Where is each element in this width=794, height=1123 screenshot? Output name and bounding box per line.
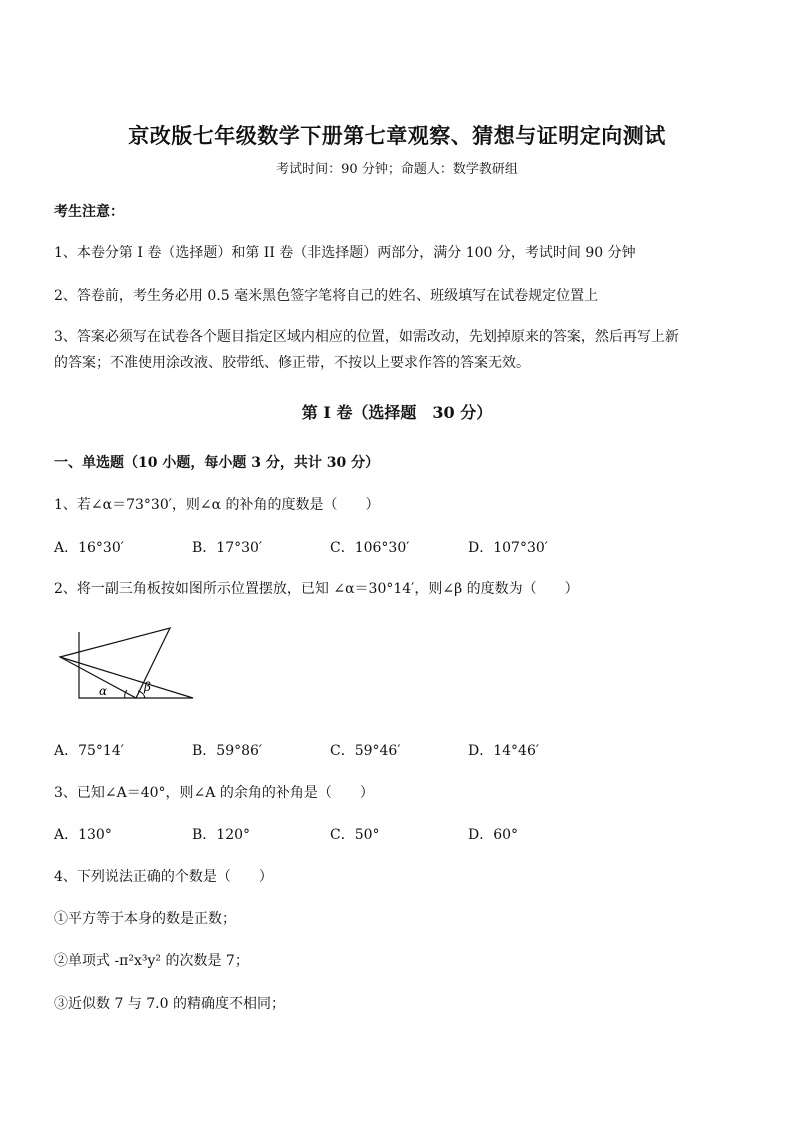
- question-3-stem: 3、已知∠A＝40°，则∠A 的余角的补角是（ ）: [54, 785, 374, 801]
- notice-item-2: 2、答卷前，考生务必用 0.5 毫米黑色签字笔将自己的姓名、班级填写在试卷规定位置上: [54, 288, 599, 304]
- question-4-statement-1: ①平方等于本身的数是正数；: [54, 911, 236, 927]
- question-2-option-b: B．59°86′: [192, 743, 263, 759]
- exam-subtitle: 考试时间：90 分钟；命题人：数学教研组: [276, 162, 518, 177]
- question-2-option-c: C．59°46′: [330, 743, 401, 759]
- notice-heading: 考生注意：: [54, 204, 124, 220]
- question-4-statement-2: ②单项式 -π²x³y² 的次数是 7；: [54, 953, 249, 969]
- right-triangle: [60, 632, 193, 698]
- question-1-stem: 1、若∠α＝73°30′，则∠α 的补角的度数是（ ）: [54, 497, 380, 513]
- question-3-option-d: D．60°: [468, 827, 519, 843]
- triangle-set-figure: [56, 624, 206, 704]
- notice-item-3: 3、答案必须写在试卷各个题目指定区域内相应的位置，如需改动，先划掉原来的答案，然后再写上新: [54, 329, 679, 345]
- question-3-option-c: C．50°: [330, 827, 380, 843]
- question-4-statement-3: ③近似数 7 与 7.0 的精确度不相同；: [54, 996, 285, 1012]
- alpha-label: α: [99, 684, 108, 698]
- slanted-triangle: [60, 628, 170, 698]
- notice-item-3-cont: 的答案；不准使用涂改液、胶带纸、修正带，不按以上要求作答的答案无效。: [54, 355, 530, 371]
- notice-item-1: 1、本卷分第 I 卷（选择题）和第 II 卷（非选择题）两部分，满分 100 分，考试时间 90 分钟: [54, 245, 636, 261]
- question-2-option-a: A．75°14′: [54, 743, 124, 759]
- part-heading: 一、单选题（10 小题，每小题 3 分，共计 30 分）: [54, 455, 380, 471]
- question-2-option-d: D．14°46′: [468, 743, 540, 759]
- question-1-option-c: C．106°30′: [330, 540, 410, 556]
- question-3-option-b: B．120°: [192, 827, 251, 843]
- section-title: 第 I 卷（选择题 30 分）: [301, 403, 493, 422]
- question-1-option-b: B．17°30′: [192, 540, 263, 556]
- question-1-option-a: A．16°30′: [54, 540, 124, 556]
- question-1-option-d: D．107°30′: [468, 540, 548, 556]
- beta-label: β: [144, 680, 151, 694]
- alpha-arc: [125, 690, 127, 698]
- exam-title: 京改版七年级数学下册第七章观察、猜想与证明定向测试: [128, 123, 666, 148]
- question-3-option-a: A．130°: [54, 827, 112, 843]
- question-4-stem: 4、下列说法正确的个数是（ ）: [54, 869, 273, 885]
- question-2-stem: 2、将一副三角板按如图所示位置摆放，已知 ∠α＝30°14′，则∠β 的度数为（ ）: [54, 581, 579, 597]
